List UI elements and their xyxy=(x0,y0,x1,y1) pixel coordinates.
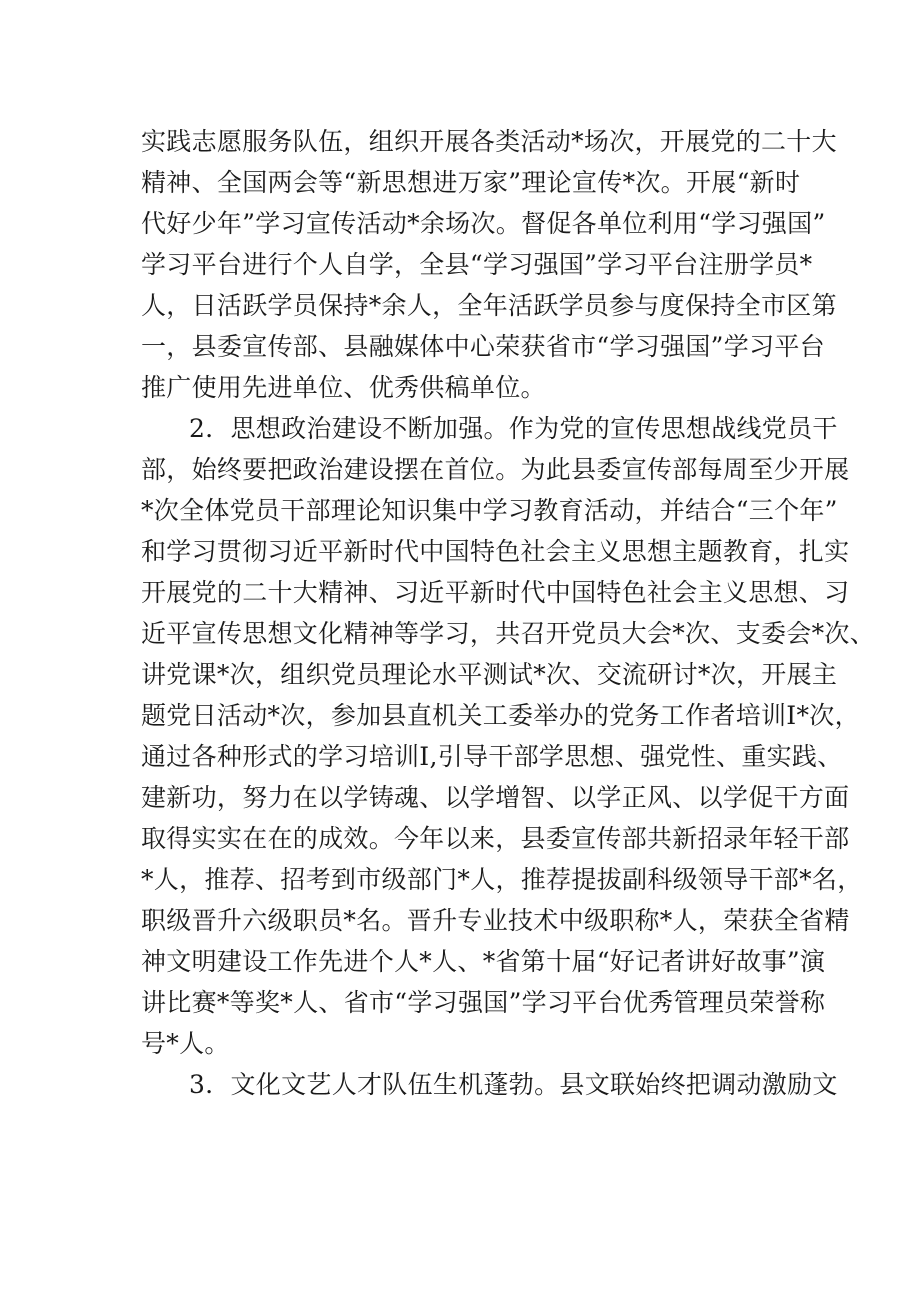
text-line: 近平宣传思想文化精神等学习，共召开党员大会*次、支委会*次、 xyxy=(141,619,876,648)
text-line: 部，始终要把政治建设摆在首位。为此县委宣传部每周至少开展 xyxy=(141,455,850,484)
text-line: 题党日活动*次，参加县直机关工委举办的党务工作者培训I*次， xyxy=(141,701,860,730)
text-line: 一，县委宣传部、县融媒体中心荣获省市“学习强国”学习平台 xyxy=(141,332,825,361)
text-line: 通过各种形式的学习培训I,引导干部学思想、强党性、重实践、 xyxy=(141,742,843,771)
text-line: 建新功，努力在以学铸魂、以学增智、以学正风、以学促干方面 xyxy=(141,783,850,812)
text-line: *人，推荐、招考到市级部门*人，推荐提拔副科级领导干部*名， xyxy=(141,865,863,894)
section-2-heading-line: 2．思想政治建设不断加强。作为党的宣传思想战线党员干 xyxy=(189,414,838,443)
text-line: 讲比赛*等奖*人、省市“学习强国”学习平台优秀管理员荣誉称 xyxy=(141,988,826,1017)
text-line: 实践志愿服务队伍，组织开展各类活动*场次，开展党的二十大 xyxy=(141,127,837,156)
text-line: 讲党课*次，组织党员理论水平测试*次、交流研讨*次，开展主 xyxy=(141,660,838,689)
text-line: 职级晋升六级职员*名。晋升专业技术中级职称*人，荣获全省精 xyxy=(141,906,850,935)
text-line: 人，日活跃学员保持*余人，全年活跃学员参与度保持全市区第 xyxy=(141,291,837,320)
text-line: 推广使用先进单位、优秀供稿单位。 xyxy=(141,373,546,402)
text-line: *次全体党员干部理论知识集中学习教育活动，并结合“三个年” xyxy=(141,496,838,525)
text-line: 号*人。 xyxy=(141,1029,230,1058)
section-3-heading-line: 3．文化文艺人才队伍生机蓬勃。县文联始终把调动激励文 xyxy=(189,1070,838,1099)
text-line: 神文明建设工作先进个人*人、*省第十届“好记者讲好故事”演 xyxy=(141,947,826,976)
text-line: 取得实实在在的成效。今年以来，县委宣传部共新招录年轻干部 xyxy=(141,824,850,853)
text-line: 和学习贯彻习近平新时代中国特色社会主义思想主题教育，扎实 xyxy=(141,537,850,566)
text-line: 开展党的二十大精神、习近平新时代中国特色社会主义思想、习 xyxy=(141,578,850,607)
text-line: 代好少年”学习宣传活动*余场次。督促各单位利用“学习强国” xyxy=(141,209,826,238)
text-line: 精神、全国两会等“新思想进万家”理论宣传*次。开展“新时 xyxy=(141,168,801,197)
text-line: 学习平台进行个人自学，全县“学习强国”学习平台注册学员* xyxy=(141,250,813,279)
